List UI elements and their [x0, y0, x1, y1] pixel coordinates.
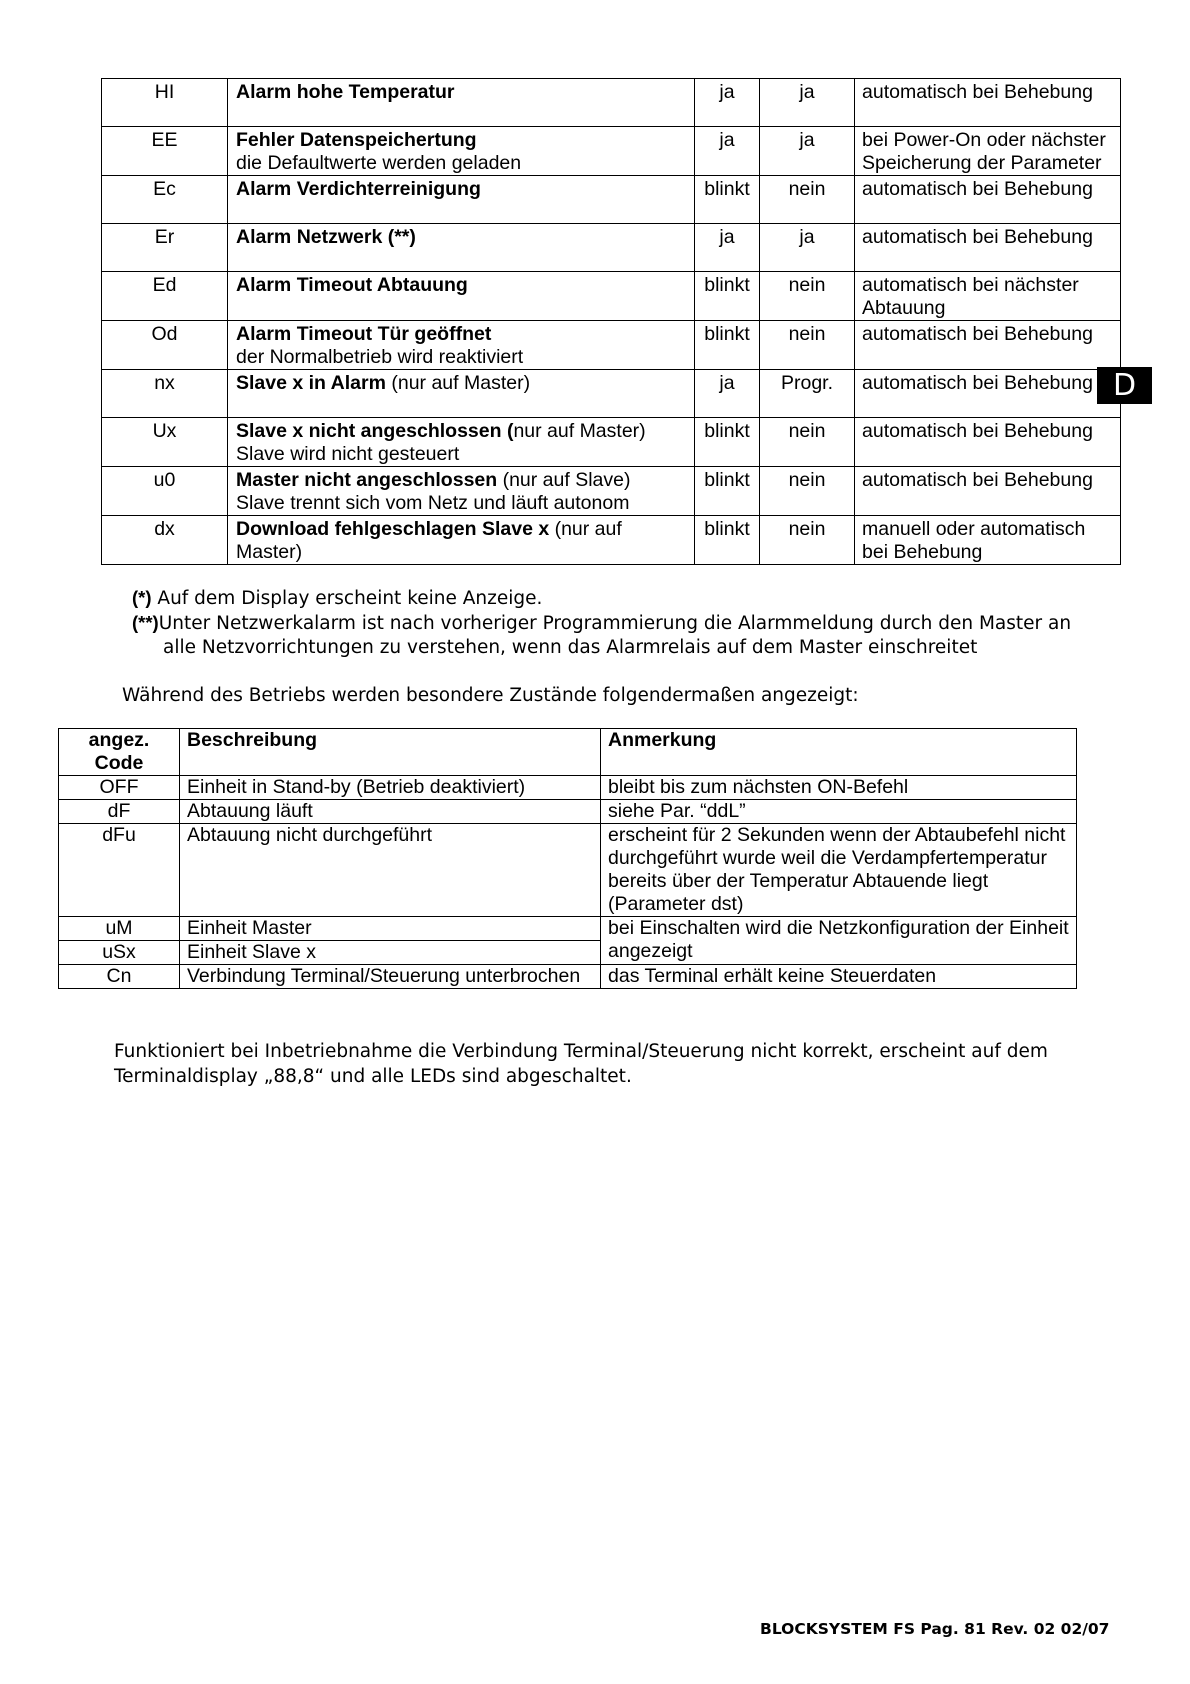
table-row [102, 516, 1121, 565]
table-row [59, 800, 1077, 824]
footnote-2-continued: alle Netzvorrichtungen zu verstehen, wenn das Alarmrelais auf dem Master einschreitet [163, 637, 978, 658]
status-code: Cn [59, 965, 180, 989]
alarm-code: dx [102, 516, 228, 565]
alarm-relay: nein [760, 418, 855, 467]
alarm-description [228, 176, 695, 224]
table-row [102, 79, 1121, 127]
footnote-1 [132, 585, 542, 611]
alarm-title-suffix: (nur auf Master) [236, 518, 622, 563]
alarm-description [228, 272, 695, 321]
alarm-title: Alarm hohe Temperatur [236, 81, 455, 103]
status-remark: siehe Par. “ddL” [601, 800, 1077, 824]
alarm-description [228, 516, 695, 565]
alarm-code: Od [102, 321, 228, 370]
alarm-display: blinkt [695, 176, 760, 224]
alarm-title: Alarm Timeout Tür geöffnet [236, 323, 492, 345]
alarm-relay: nein [760, 176, 855, 224]
header-remark: Anmerkung [601, 729, 1077, 776]
alarm-display: ja [695, 79, 760, 127]
table-row [102, 321, 1121, 370]
alarm-title: Alarm Netzwerk (**) [236, 226, 416, 248]
alarm-title: Download fehlgeschlagen Slave x [236, 518, 550, 540]
alarm-reset: automatisch bei Behebung [855, 467, 1121, 516]
alarm-table [101, 78, 1121, 565]
status-remark: bei Einschalten wird die Netzkonfiguration der Einheit angezeigt [601, 917, 1077, 965]
alarm-title: Fehler Datenspeichertung [236, 129, 477, 151]
status-description: Verbindung Terminal/Steuerung unterbrochen [180, 965, 601, 989]
page-footer: BLOCKSYSTEM FS Pag. 81 Rev. 02 02/07 [760, 1620, 1110, 1638]
header-code-line2: Code [94, 752, 144, 774]
alarm-reset: automatisch bei Behebung [855, 418, 1121, 467]
alarm-title-suffix: (nur auf Master) [385, 372, 531, 394]
status-table-header [59, 729, 1077, 776]
alarm-reset: manuell oder automatisch bei Behebung [855, 516, 1121, 565]
alarm-display: blinkt [695, 516, 760, 565]
header-description: Beschreibung [180, 729, 601, 776]
status-intro: Während des Betriebs werden besondere Zustände folgendermaßen angezeigt: [122, 685, 859, 706]
alarm-reset: bei Power-On oder nächster Speicherung der Parameter [855, 127, 1121, 176]
status-remark: bleibt bis zum nächsten ON-Befehl [601, 776, 1077, 800]
footnote-2-mark: (**) [132, 612, 159, 633]
status-remark: das Terminal erhält keine Steuerdaten [601, 965, 1077, 989]
alarm-relay: Progr. [760, 370, 855, 418]
alarm-description [228, 321, 695, 370]
footnote-2 [132, 610, 1071, 636]
status-code: dFu [59, 824, 180, 917]
status-description: Abtauung läuft [180, 800, 601, 824]
alarm-title: Alarm Timeout Abtauung [236, 274, 468, 296]
alarm-title: Slave x in Alarm [236, 372, 386, 394]
alarm-reset: automatisch bei Behebung [855, 321, 1121, 370]
alarm-detail: Slave trennt sich vom Netz und läuft autonom [236, 492, 630, 514]
alarm-code: Ec [102, 176, 228, 224]
alarm-code: u0 [102, 467, 228, 516]
alarm-description [228, 79, 695, 127]
status-code: OFF [59, 776, 180, 800]
alarm-title: Alarm Verdichterreinigung [236, 178, 481, 200]
alarm-display: blinkt [695, 418, 760, 467]
table-row [102, 467, 1121, 516]
table-row [102, 224, 1121, 272]
alarm-title-suffix: (nur auf Slave) [497, 469, 631, 491]
table-row [102, 272, 1121, 321]
alarm-code: Er [102, 224, 228, 272]
alarm-relay: nein [760, 516, 855, 565]
status-code: dF [59, 800, 180, 824]
language-tab: D [1097, 367, 1152, 404]
status-description: Einheit Master [180, 917, 601, 941]
alarm-detail: Slave wird nicht gesteuert [236, 443, 460, 465]
alarm-display: blinkt [695, 467, 760, 516]
table-row [59, 965, 1077, 989]
status-remark: erscheint für 2 Sekunden wenn der Abtaubefehl nicht durchgeführt wurde weil die Verdampfertemperatur bereits über der Temperatur Abtauende liegt (Parameter dst) [601, 824, 1077, 917]
closing-line-2: Terminaldisplay „88,8“ und alle LEDs sind abgeschaltet. [114, 1066, 632, 1087]
alarm-description [228, 370, 695, 418]
status-description: Einheit Slave x [180, 941, 601, 965]
alarm-reset: automatisch bei nächster Abtauung [855, 272, 1121, 321]
header-code-line1: angez. [88, 729, 150, 751]
alarm-table-body [102, 79, 1121, 565]
table-row [59, 917, 1077, 941]
alarm-code: nx [102, 370, 228, 418]
alarm-description [228, 127, 695, 176]
table-row [102, 176, 1121, 224]
alarm-code: HI [102, 79, 228, 127]
table-row [102, 418, 1121, 467]
table-row [102, 370, 1121, 418]
status-description: Einheit in Stand-by (Betrieb deaktiviert) [180, 776, 601, 800]
closing-line-1: Funktioniert bei Inbetriebnahme die Verbindung Terminal/Steuerung nicht korrekt, erscheint auf dem [114, 1041, 1048, 1062]
alarm-display: blinkt [695, 321, 760, 370]
alarm-title: Slave x nicht angeschlossen ( [236, 420, 514, 442]
alarm-display: ja [695, 127, 760, 176]
header-code [59, 729, 180, 776]
status-code: uSx [59, 941, 180, 965]
status-description: Abtauung nicht durchgeführt [180, 824, 601, 917]
alarm-title: Master nicht angeschlossen [236, 469, 498, 491]
alarm-display: ja [695, 224, 760, 272]
alarm-relay: nein [760, 272, 855, 321]
status-table [58, 728, 1077, 989]
alarm-title-suffix: nur auf Master) [513, 420, 646, 442]
alarm-description [228, 467, 695, 516]
alarm-reset: automatisch bei Behebung [855, 176, 1121, 224]
alarm-relay: ja [760, 79, 855, 127]
alarm-relay: ja [760, 127, 855, 176]
footnote-2-line1: Unter Netzwerkalarm ist nach vorheriger Programmierung die Alarmmeldung durch den Master an [158, 613, 1072, 634]
alarm-reset: automatisch bei Behebung [855, 79, 1121, 127]
table-row [59, 824, 1077, 917]
alarm-detail: der Normalbetrieb wird reaktiviert [236, 346, 524, 368]
alarm-relay: nein [760, 321, 855, 370]
alarm-code: Ed [102, 272, 228, 321]
alarm-description [228, 224, 695, 272]
alarm-reset: automatisch bei Behebung [855, 370, 1121, 418]
alarm-reset: automatisch bei Behebung [855, 224, 1121, 272]
footnote-1-mark: (*) [132, 587, 152, 608]
alarm-code: EE [102, 127, 228, 176]
table-row [102, 127, 1121, 176]
alarm-code: Ux [102, 418, 228, 467]
alarm-display: blinkt [695, 272, 760, 321]
alarm-description [228, 418, 695, 467]
alarm-detail: die Defaultwerte werden geladen [236, 152, 522, 174]
alarm-display: ja [695, 370, 760, 418]
table-row [59, 776, 1077, 800]
alarm-relay: ja [760, 224, 855, 272]
footnote-1-text: Auf dem Display erscheint keine Anzeige. [151, 588, 543, 609]
status-code: uM [59, 917, 180, 941]
alarm-relay: nein [760, 467, 855, 516]
